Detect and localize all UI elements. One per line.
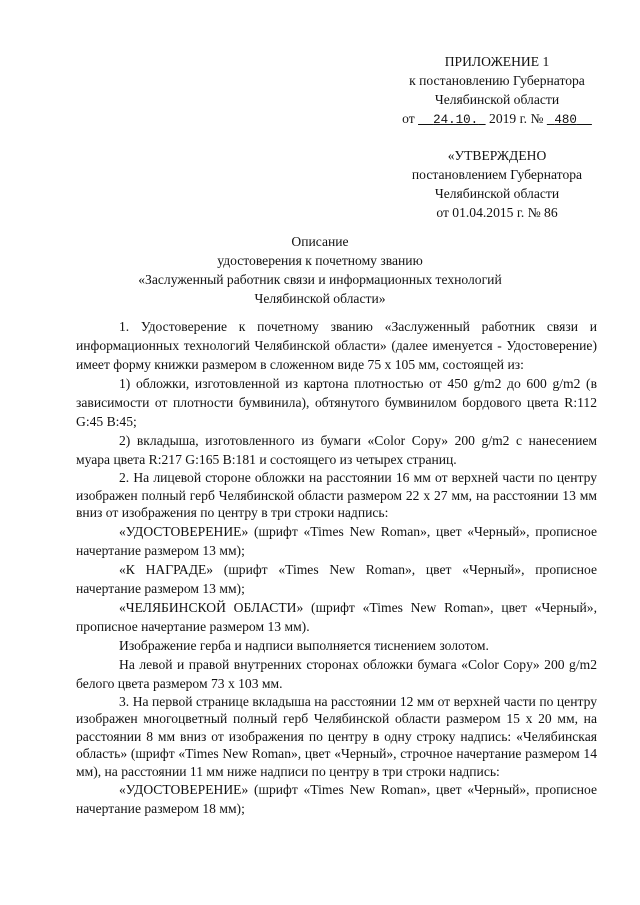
paragraph: «ЧЕЛЯБИНСКОЙ ОБЛАСТИ» (шрифт «Times New Roman», цвет «Черный», прописное начертание размером 13 мм).: [76, 599, 597, 634]
paragraph: 2. На лицевой стороне обложки на расстоянии 16 мм от верхней части по центру изображен полный герб Челябинской области размером 22 х 27 мм, на расстоянии 13 мм вниз от изображения по центру в три строки надпись:: [76, 470, 597, 520]
approved-line-1: «УТВЕРЖДЕНО: [447, 148, 547, 163]
paragraph: 1) обложки, изготовленной из картона плотностью от 450 g/m2 до 600 g/m2 (в зависимости от плотности бумвинила), обтянутого бумвинилом бордового цвета R:112 G:45 B:45;: [76, 376, 597, 429]
title-line-1: Описание: [291, 234, 349, 249]
annex-number-value: 480: [554, 113, 577, 127]
paragraph: «УДОСТОВЕРЕНИЕ» (шрифт «Times New Roman», цвет «Черный», прописное начертание размером 18 мм);: [76, 782, 597, 816]
document-title: [0, 232, 640, 308]
paragraph: «К НАГРАДЕ» (шрифт «Times New Roman», цвет «Черный», прописное начертание размером 13 мм);: [76, 561, 597, 596]
document-body: [76, 317, 597, 818]
annex-number: [547, 113, 592, 127]
title-line-3: «Заслуженный работник связи и информационных технологий: [138, 272, 502, 287]
annex-line-2: Челябинской области: [434, 92, 560, 107]
annex-date-line: [397, 109, 597, 130]
annex-title: ПРИЛОЖЕНИЕ 1: [444, 54, 550, 69]
approved-line-3: Челябинской области: [434, 186, 560, 201]
annex-date: [418, 113, 486, 127]
approved-line-4: от 01.04.2015 г. № 86: [436, 205, 558, 220]
approved-line-2: постановлением Губернатора: [411, 167, 583, 182]
annex-line-1: к постановлению Губернатора: [409, 73, 585, 88]
annex-number-label: №: [530, 111, 544, 126]
approved-block: [397, 146, 597, 222]
paragraph: 3. На первой странице вкладыша на расстоянии 12 мм от верхней части по центру изображен многоцветный полный герб Челябинской области размером 15 х 20 мм, на расстоянии 8 мм вниз от изображения по центру в одну строку надпись: «Челябинская область» (шрифт «Times New Roman», цвет «Черный», строчное начертание размером 14 мм), на расстоянии 11 мм ниже надписи по центру в три строки надпись:: [76, 693, 597, 779]
annex-block: [397, 52, 597, 130]
title-line-2: удостоверения к почетному званию: [217, 253, 423, 268]
paragraph: На левой и правой внутренних сторонах обложки бумага «Color Copy» 200 g/m2 белого цвета размером 73 х 103 мм.: [76, 656, 597, 691]
paragraph: Изображение герба и надписи выполняется тиснением золотом.: [119, 637, 489, 653]
paragraph: «УДОСТОВЕРЕНИЕ» (шрифт «Times New Roman», цвет «Черный», прописное начертание размером 13 мм);: [76, 523, 597, 558]
title-line-4: Челябинской области»: [254, 291, 386, 306]
paragraph: 2) вкладыша, изготовленного из бумаги «Color Copy» 200 g/m2 с нанесением муара цвета R:217 G:165 B:181 и состоящего из четырех страниц.: [76, 433, 597, 467]
annex-from-label: от: [402, 111, 415, 126]
annex-year: 2019 г.: [489, 111, 528, 126]
annex-date-value: 24.10.: [433, 113, 479, 127]
paragraph: 1. Удостоверение к почетному званию «Заслуженный работник связи и информационных технологий Челябинской области» (далее именуется - Удостоверение) имеет форму книжки размером в сложенном виде 75 х 105 мм, состоящей из:: [76, 319, 597, 372]
